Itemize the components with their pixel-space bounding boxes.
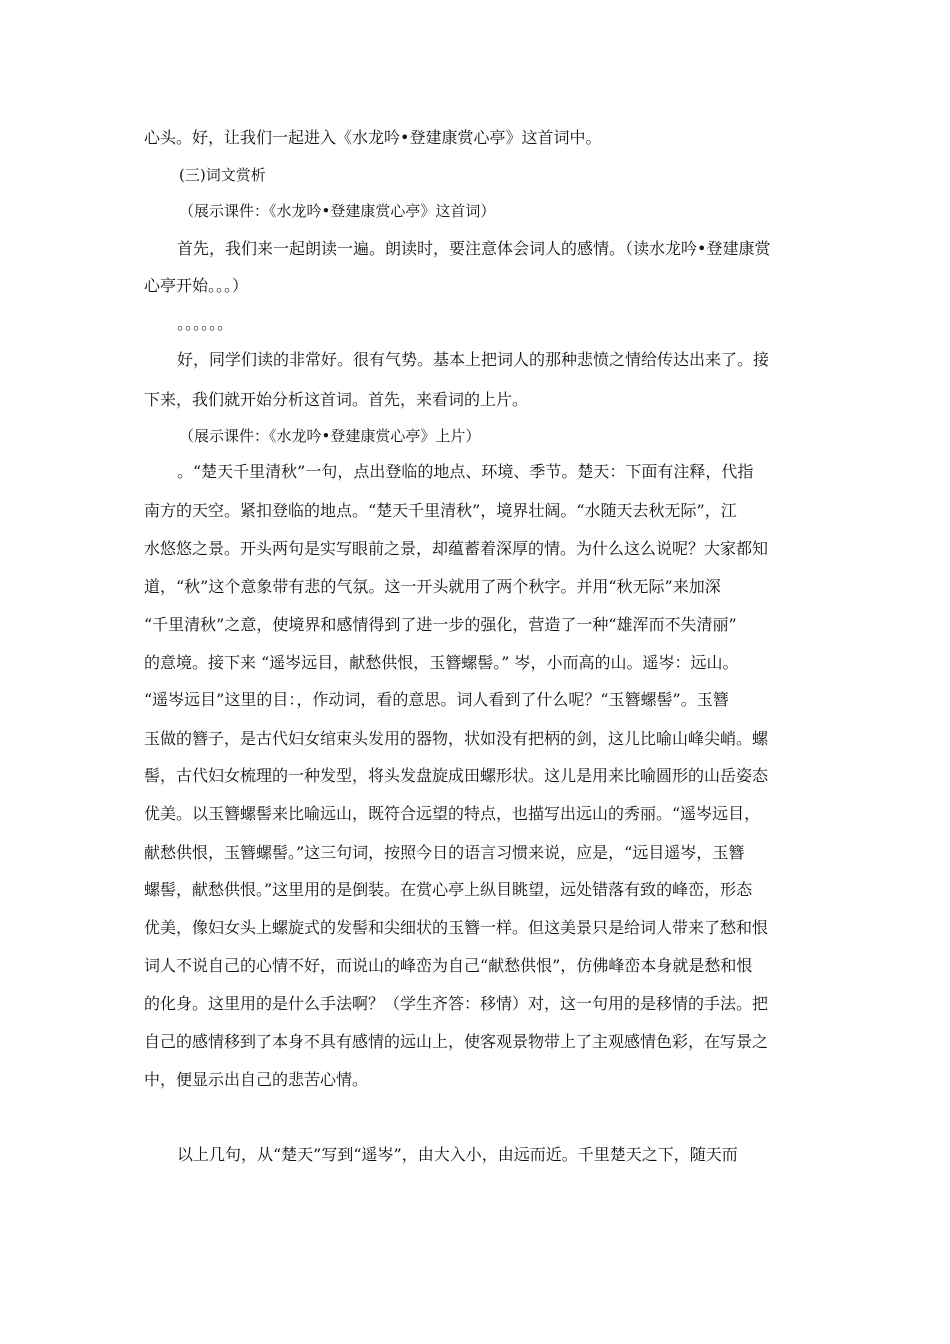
text-line: 优美。以玉簪螺髻来比喻远山，既符合远望的特点，也描写出远山的秀丽。“遥岑远目， — [144, 804, 761, 823]
text-line: “遥岑远目”这里的目：，作动词，看的意思。词人看到了什么呢？“玉簪螺髻”。玉簪 — [144, 690, 729, 709]
text-line: 中，便显示出自己的悲苦心情。 — [144, 1070, 369, 1089]
text-line: 心亭开始。。。） — [144, 276, 249, 295]
text-line: 。。。。。。 — [177, 314, 234, 333]
text-line: 南方的天空。紧扣登临的地点。“楚天千里清秋”，境界壮阔。“水随天去秋无际”，江 — [144, 501, 737, 520]
text-line: （展示课件：《水龙吟•登建康赏心亭》上片） — [179, 427, 481, 445]
text-line: 玉做的簪子，是古代妇女绾束头发用的器物，状如没有把柄的剑，这儿比喻山峰尖峭。螺 — [144, 729, 769, 748]
text-line: “千里清秋”之意，使境界和感情得到了进一步的强化，营造了一种“雄浑而不失清丽” — [144, 615, 737, 634]
text-line: 献愁供恨，玉簪螺髻。”这三句词，按照今日的语言习惯来说，应是，“远目遥岑，玉簪 — [144, 843, 745, 862]
text-line: 优美，像妇女头上螺旋式的发髻和尖细状的玉簪一样。但这美景只是给词人带来了愁和恨 — [144, 918, 769, 937]
text-line: 髻，古代妇女梳理的一种发型，将头发盘旋成田螺形状。这儿是用来比喻圆形的山岳姿态 — [144, 766, 769, 785]
section-heading: (三)词文赏析 — [179, 166, 266, 184]
text-line: 好，同学们读的非常好。很有气势。基本上把词人的那种悲愤之情给传达出来了。接 — [177, 350, 770, 369]
text-line: 道，“秋”这个意象带有悲的气氛。这一开头就用了两个秋字。并用“秋无际”来加深 — [144, 577, 721, 596]
text-line: 以上几句，从“楚天”写到“遥岑”，由大入小，由远而近。千里楚天之下，随天而 — [177, 1145, 738, 1164]
text-line: 词人不说自己的心情不好，而说山的峰峦为自己“献愁供恨”，仿佛峰峦本身就是愁和恨 — [144, 956, 753, 975]
text-line: 自己的感情移到了本身不具有感情的远山上，使客观景物带上了主观感情色彩，在写景之 — [144, 1032, 769, 1051]
text-line: 水悠悠之景。开头两句是实写眼前之景，却蕴蓄着深厚的情。为什么这么说呢？大家都知 — [144, 539, 769, 558]
text-line: 的意境。接下来 “遥岑远目，献愁供恨，玉簪螺髻。” 岑，小而高的山。遥岑：远山。 — [144, 653, 739, 672]
text-line: （展示课件：《水龙吟•登建康赏心亭》这首词） — [179, 202, 496, 220]
text-line: 。“楚天千里清秋”一句，点出登临的地点、环境、季节。楚天：下面有注释，代指 — [177, 462, 754, 481]
text-line: 心头。好，让我们一起进入《水龙吟•登建康赏心亭》这首词中。 — [144, 128, 602, 147]
text-line: 的化身。这里用的是什么手法啊？（学生齐答：移情）对，这一句用的是移情的手法。把 — [144, 994, 769, 1013]
text-line: 首先，我们来一起朗读一遍。朗读时，要注意体会词人的感情。（读水龙吟•登建康赏 — [177, 239, 771, 258]
text-line: 螺髻，献愁供恨。”这里用的是倒装。在赏心亭上纵目眺望，远处错落有致的峰峦，形态 — [144, 880, 753, 899]
text-line: 下来，我们就开始分析这首词。首先，来看词的上片。 — [144, 390, 529, 409]
